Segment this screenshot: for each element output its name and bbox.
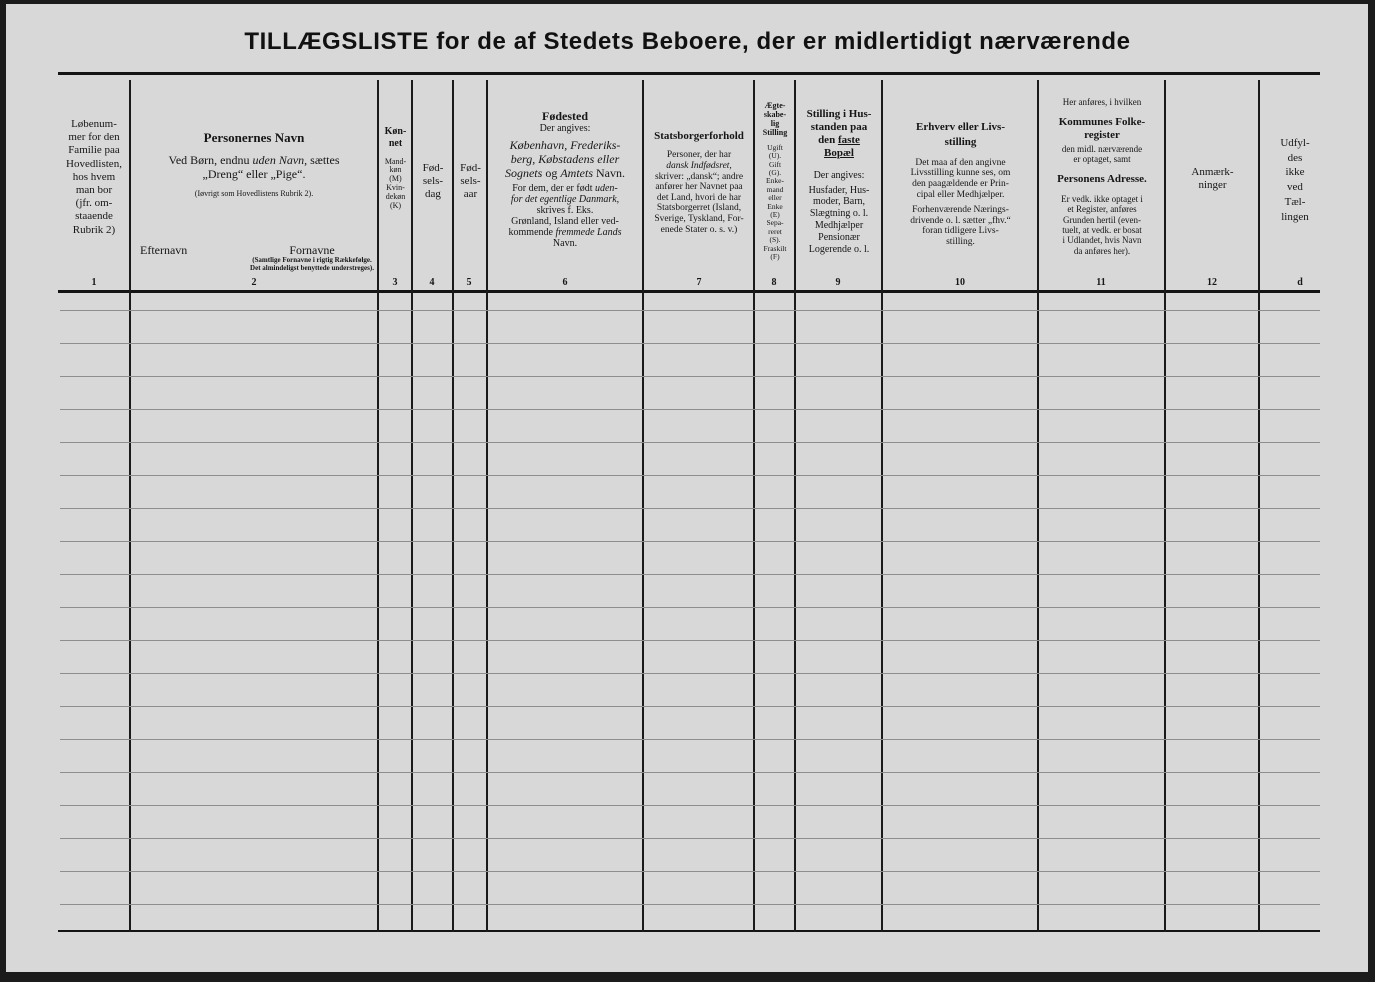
col6-text: For dem, der er født: [512, 183, 593, 195]
entry-row-line: [60, 574, 1320, 575]
entry-row-line: [60, 673, 1320, 674]
entry-row-line: [60, 706, 1320, 707]
col10-text: Forhenværende Nærings-: [912, 205, 1009, 216]
cold-text: ved: [1287, 181, 1303, 194]
col5-text: aar: [463, 187, 478, 200]
col2-heading: Personernes Navn: [203, 130, 305, 145]
col11-text: et Register, anføres: [1067, 204, 1137, 215]
col3-text: køn: [389, 165, 402, 175]
col4-text: dag: [425, 187, 441, 200]
col10-text: drivende o. l. sætter „fhv.“: [910, 215, 1011, 226]
col6-text: Navn.: [596, 166, 625, 181]
col1-text: hos hvem: [72, 170, 116, 183]
col8-text: Enke-: [766, 176, 784, 186]
col4-text: sels-: [422, 174, 444, 187]
col6-text: Grønland, Island eller ved-: [511, 216, 619, 228]
column-number: 3: [392, 277, 398, 288]
col1-text: Løbenum-: [71, 118, 117, 130]
column-number: 10: [955, 277, 965, 288]
col10-text: stilling.: [946, 237, 975, 248]
col6-text: og: [545, 166, 558, 181]
col9-text: Pensionær: [818, 231, 860, 243]
column-number: 9: [835, 277, 841, 288]
col1-text: mer for den: [68, 131, 120, 144]
col7-text: Personer, der har: [666, 150, 732, 161]
column-number: 4: [429, 277, 435, 288]
col4-text: Fød-: [422, 162, 444, 174]
col8-text: (F): [770, 251, 780, 261]
col9-text: moder, Barn,: [812, 196, 866, 208]
cold-text: des: [1287, 151, 1303, 164]
col7-text: det Land, hvori de har: [656, 192, 742, 203]
column-number: 7: [696, 277, 702, 288]
col2-efternavn: [140, 243, 220, 263]
col3-text: (M): [389, 174, 402, 184]
col3-heading: Køn-: [384, 126, 407, 137]
col9-text: Slægtning o. l.: [809, 208, 869, 220]
col6-text: fremmede Lands: [555, 227, 622, 239]
col6-text: Navn.: [552, 238, 578, 250]
col7-header: [644, 130, 754, 320]
col8-heading: Ægte-: [764, 102, 786, 110]
col9-text: Medhjælper: [814, 220, 864, 232]
cold-text: Tæl-: [1284, 195, 1306, 208]
col9-text: Logerende o. l.: [808, 243, 870, 255]
column-number: 12: [1207, 277, 1217, 288]
col10-heading: stilling: [944, 135, 977, 148]
col8-heading: skabe-: [763, 109, 787, 119]
col8-text: Gift: [768, 159, 782, 169]
entry-row-line: [60, 640, 1320, 641]
entry-row-line: [60, 508, 1320, 509]
column-number: 2: [251, 277, 257, 288]
col1-text: Familie paa: [68, 144, 120, 157]
col8-text: mand: [766, 184, 784, 194]
col1-text: Rubrik 2): [72, 223, 116, 236]
col7-text: anfører her Navnet paa: [655, 182, 743, 193]
col5-text: sels-: [460, 174, 481, 187]
col1-text: Hovedlisten,: [66, 157, 122, 170]
col5-text: Fød-: [460, 162, 481, 174]
col11-text: i Udlandet, hvis Navn: [1062, 235, 1142, 246]
top-rule: [58, 72, 1320, 75]
column-number: 6: [562, 277, 568, 288]
col9-text: Der angives:: [813, 169, 865, 181]
col11-text: da anføres her).: [1073, 245, 1131, 256]
entry-row-line: [60, 376, 1320, 377]
bottom-rule: [58, 930, 1320, 932]
col2-note: (Iøvrigt som Hovedlistens Rubrik 2).: [194, 188, 314, 198]
col11-text: er optaget, samt: [1073, 153, 1131, 164]
col7-text: Statsborgerret (Island,: [656, 203, 742, 214]
col9-header: [796, 108, 882, 298]
col8-header: [755, 102, 795, 292]
col6-heading: Fødested: [542, 109, 588, 123]
col11-heading: Personens Adresse.: [1057, 173, 1147, 186]
col10-text: Livsstilling kunne ses, om: [910, 168, 1011, 179]
efternavn-label: Efternavn: [140, 243, 188, 257]
col4-header: [413, 162, 453, 352]
entry-row-line: [60, 343, 1320, 344]
col11-heading: Kommunes Folke-: [1058, 116, 1146, 129]
col3-text: Kvin-: [386, 182, 405, 192]
col2-text: „Dreng“ eller „Pige“.: [202, 167, 306, 182]
cold-header: [1260, 136, 1330, 326]
entry-row-line: [60, 442, 1320, 443]
column-number: 8: [771, 277, 777, 288]
col8-text: (U).: [768, 151, 782, 161]
col2-text: Ved Børn, endnu: [168, 153, 250, 168]
col6-text: Sognets: [504, 166, 543, 181]
col7-text: enede Stater o. s. v.): [660, 224, 738, 235]
cold-text: ikke: [1285, 166, 1305, 179]
entry-row-line: [60, 871, 1320, 872]
col7-text: skriver: „dansk“; andre: [654, 171, 744, 182]
entry-row-line: [60, 409, 1320, 410]
col6-text: Amtets: [560, 166, 593, 181]
entry-row-line: [60, 607, 1320, 608]
col6-text: kommende: [508, 227, 553, 239]
col5-header: [454, 162, 487, 352]
col10-text: Det maa af den angivne: [915, 157, 1006, 168]
col7-heading: Statsborgerforhold: [654, 130, 744, 142]
col8-text: Enke: [767, 201, 783, 211]
fornavne-note: (Samtlige Fornavne i rigtig Rækkefølge. Det almindeligst benyttede understreges).: [250, 256, 374, 272]
col9-heading: standen paa: [810, 120, 868, 133]
col10-text: foran tidligere Livs-: [922, 226, 999, 237]
col11-text: tuelt, at vedk. er bosat: [1062, 224, 1142, 235]
col10-text: cipal eller Medhjælper.: [916, 189, 1005, 200]
col10-text: den paagældende er Prin-: [912, 178, 1009, 189]
col6-text: København, Frederiks-: [509, 137, 621, 152]
col9-text: Husfader, Hus-: [808, 184, 870, 196]
col2-text: sættes: [310, 153, 340, 168]
cold-text: Udfyl-: [1280, 137, 1310, 149]
col8-text: Sepa-: [766, 218, 784, 228]
col11-text: Grunden hertil (even-: [1063, 214, 1141, 225]
form-title: TILLÆGSLISTE for de af Stedets Beboere, der er midlertidigt nærværende: [244, 28, 1131, 55]
col3-text: dekøn: [385, 191, 406, 201]
entry-row-line: [60, 904, 1320, 905]
col6-text: berg, Købstadens eller: [510, 152, 620, 167]
col6-text: for det egentlige Danmark,: [510, 194, 620, 206]
col8-text: Ugift: [767, 142, 783, 152]
col11-text: Er vedk. ikke optaget i: [1061, 193, 1143, 204]
col3-text: Mand-: [384, 156, 407, 166]
col11-heading: register: [1084, 128, 1120, 141]
fornavne-label: Fornavne: [289, 243, 335, 257]
col6-text: Der angives:: [539, 123, 591, 135]
col9-heading: den: [818, 133, 836, 146]
col6-header: [488, 109, 642, 299]
col12-text: Anmærk-: [1191, 166, 1234, 178]
col8-heading: Stilling: [762, 127, 788, 137]
column-number: d: [1297, 277, 1303, 288]
col12-text: ninger: [1198, 178, 1227, 191]
col8-text: (E): [770, 209, 780, 219]
col8-text: (S).: [769, 235, 781, 245]
entry-row-line: [60, 475, 1320, 476]
col8-text: eller: [768, 193, 782, 203]
entry-row-line: [60, 838, 1320, 839]
col6-text: uden-: [594, 183, 618, 195]
col9-heading: Stilling i Hus-: [806, 108, 872, 120]
col11-text: den midl. nærværende: [1061, 143, 1143, 154]
col9-heading: Bopæl: [824, 146, 854, 159]
entry-row-line: [60, 772, 1320, 773]
entry-row-line: [60, 739, 1320, 740]
entry-row-line: [60, 805, 1320, 806]
col7-text: dansk Indfødsret,: [666, 160, 732, 171]
col8-text: Fraskilt: [763, 243, 787, 253]
column-number: 5: [466, 277, 472, 288]
col6-text: skrives f. Eks.: [536, 205, 594, 217]
col7-text: Sverige, Tyskland, For-: [654, 214, 744, 225]
col3-heading: net: [388, 137, 403, 149]
col9-heading: faste: [837, 133, 860, 146]
col8-text: reret: [768, 226, 782, 236]
column-number: 11: [1096, 277, 1106, 288]
col8-text: (G).: [768, 167, 782, 177]
cold-text: lingen: [1281, 210, 1309, 223]
col10-heading: Erhverv eller Livs-: [916, 121, 1005, 133]
entry-row-line: [60, 541, 1320, 542]
col1-text: (jfr. om-: [75, 197, 113, 210]
column-number: 1: [91, 277, 97, 288]
col12-header: [1166, 166, 1259, 356]
col1-text: man bor: [75, 183, 113, 196]
col3-text: (K): [389, 200, 402, 210]
col1-text: staaende: [75, 210, 113, 223]
col8-heading: lig: [770, 118, 780, 128]
col2-text: uden Navn,: [252, 153, 308, 168]
col11-header: [1039, 97, 1165, 287]
col11-text: Her anføres, i hvilken: [1062, 97, 1142, 107]
